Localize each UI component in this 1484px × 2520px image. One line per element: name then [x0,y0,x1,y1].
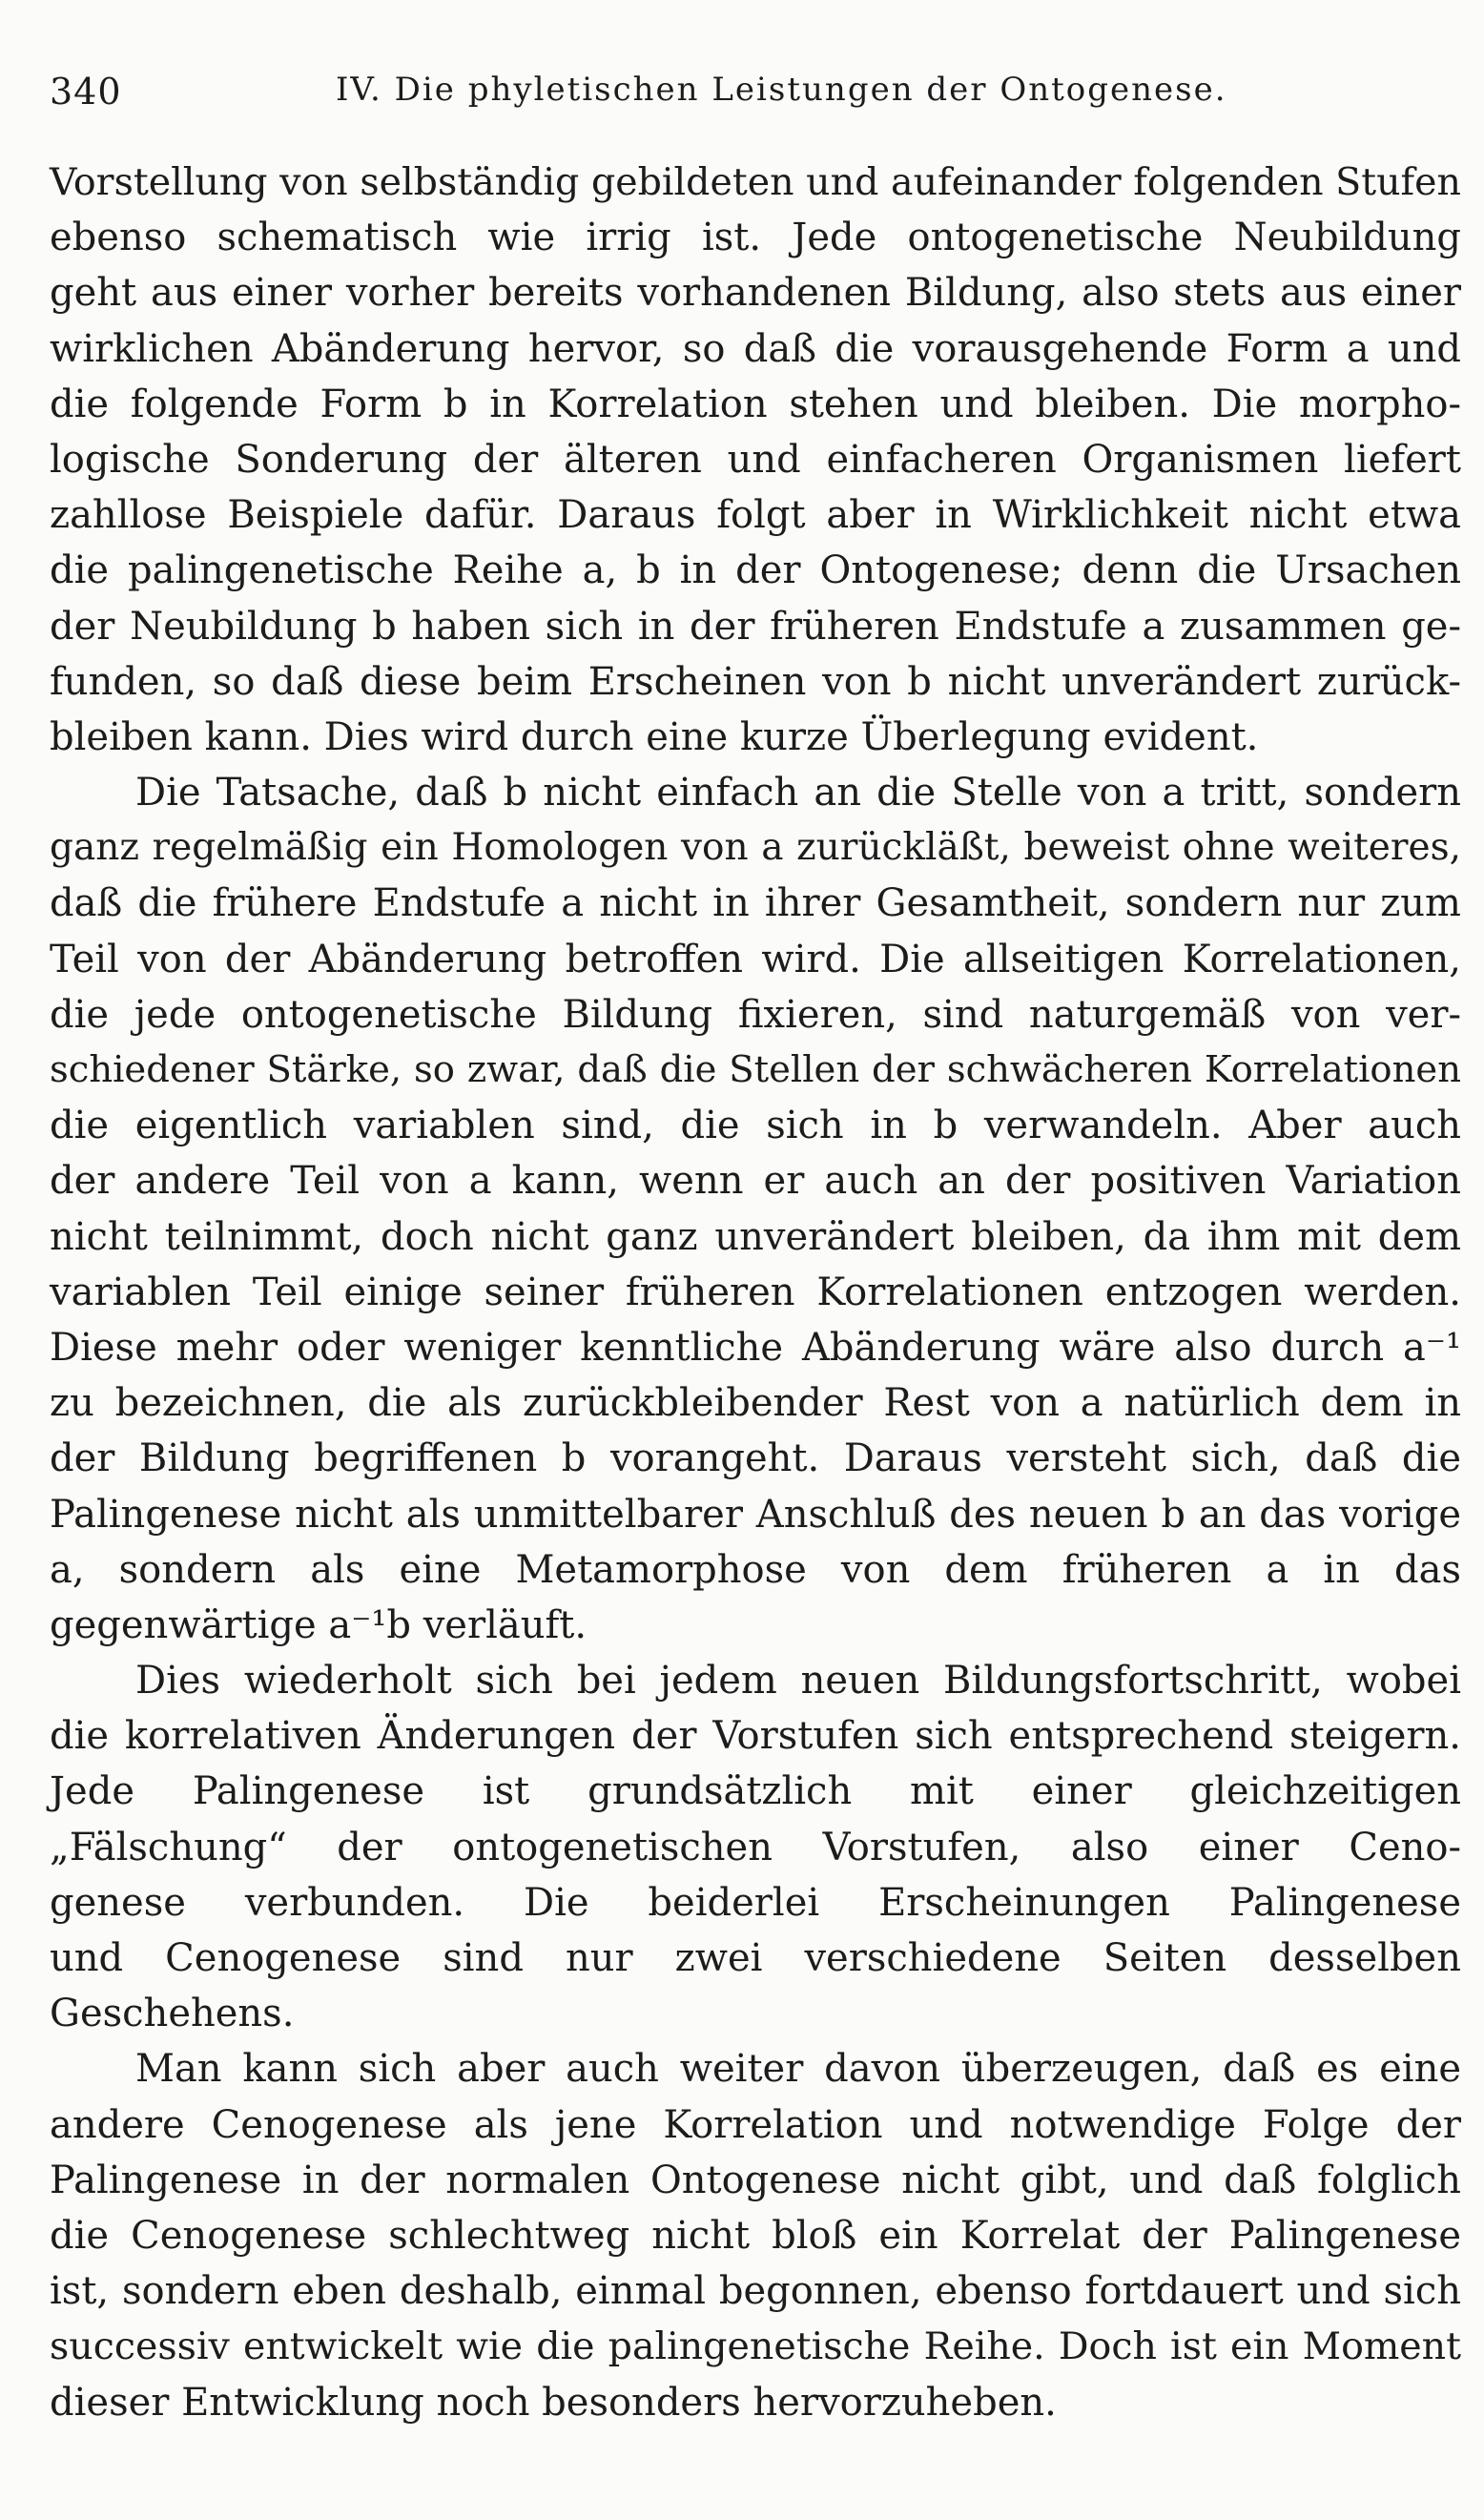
text-line: gegenwärtige a⁻¹b verläuft. [50,1602,587,1647]
text-line: Palingenese nicht als unmittelbarer Anschluß des neuen b an das vorige [50,1492,1461,1537]
page-header [50,71,1461,128]
paragraph [50,2041,1461,2429]
text-line: nicht teilnimmt, doch nicht ganz unverändert bleiben, da ihm mit dem [50,1214,1461,1259]
text-line: successiv entwickelt wie die palingenetische Reihe. Doch ist ein Moment [50,2324,1461,2369]
text-line: die korrelativen Änderungen der Vorstufen sich entsprechend steigern. [50,1714,1461,1759]
text-line: variablen Teil einige seiner früheren Korrelationen entzogen werden. [50,1270,1461,1314]
paragraph [50,1653,1461,2041]
text-line: genese verbunden. Die beiderlei Erscheinungen Palingenese [50,1880,1461,1925]
paragraph [50,155,1461,765]
running-head: IV. Die phyletischen Leistungen der Ontogenese. [336,71,1227,109]
text-line: die palingenetische Reihe a, b in der Ontogenese; denn die Ursachen [50,548,1461,593]
text-line: funden, so daß diese beim Erscheinen von b nicht unverändert zurück- [50,659,1461,704]
text-line: ebenso schematisch wie irrig ist. Jede ontogenetische Neubildung [50,216,1461,260]
text-line: der andere Teil von a kann, wenn er auch an der positiven Variation [50,1159,1461,1204]
text-line: zahllose Beispiele dafür. Daraus folgt aber in Wirklichkeit nicht etwa [50,493,1461,538]
text-line: die eigentlich variablen sind, die sich in b verwandeln. Aber auch [50,1104,1461,1148]
text-line: Vorstellung von selbständig gebildeten und aufeinander folgenden Stufen [50,160,1461,204]
text-line: wirklichen Abänderung hervor, so daß die vorausgehende Form a und [50,326,1461,371]
text-line: ganz regelmäßig ein Homologen von a zurückläßt, beweist ohne weiteres, [50,826,1461,870]
text-line: zu bezeichnen, die als zurückbleibender Rest von a natürlich dem in [50,1381,1461,1426]
body-text [50,155,1461,2430]
text-line: die jede ontogenetische Bildung fixieren, sind naturgemäß von ver- [50,992,1461,1037]
text-line: Diese mehr oder weniger kenntliche Abänderung wäre also durch a⁻¹ [50,1325,1461,1370]
text-line: logische Sonderung der älteren und einfacheren Organismen liefert [50,437,1461,482]
text-line: andere Cenogenese als jene Korrelation und notwendige Folge der [50,2102,1461,2147]
text-line: Die Tatsache, daß b nicht einfach an die Stelle von a tritt, sondern [135,771,1461,816]
text-line: Palingenese in der normalen Ontogenese nicht gibt, und daß folglich [50,2158,1461,2202]
text-line: Dies wiederholt sich bei jedem neuen Bildungsfortschritt, wobei [135,1659,1461,1704]
text-line: bleiben kann. Dies wird durch eine kurze Überlegung evident. [50,714,1259,759]
text-line: schiedener Stärke, so zwar, daß die Stellen der schwächeren Korrelationen [50,1048,1461,1091]
paragraph [50,765,1461,1653]
text-line: Man kann sich aber auch weiter davon überzeugen, daß es eine [135,2047,1461,2092]
text-line: und Cenogenese sind nur zwei verschiedene Seiten desselben [50,1936,1461,1980]
text-line: der Neubildung b haben sich in der früheren Endstufe a zusammen ge- [50,604,1461,649]
text-line: Jede Palingenese ist grundsätzlich mit einer gleichzeitigen [50,1769,1461,1814]
text-line: daß die frühere Endstufe a nicht in ihrer Gesamtheit, sondern nur zum [50,881,1461,926]
text-line: dieser Entwicklung noch besonders hervorzuheben. [50,2380,1057,2425]
text-line: geht aus einer vorher bereits vorhandenen Bildung, also stets aus einer [50,271,1461,316]
text-line: a, sondern als eine Metamorphose von dem früheren a in das [50,1547,1461,1592]
text-line: die Cenogenese schlechtweg nicht bloß ein Korrelat der Palingenese [50,2213,1461,2258]
text-line: „Fälschung“ der ontogenetischen Vorstufen, also einer Ceno- [50,1825,1461,1869]
text-line: Geschehens. [50,1992,295,2036]
text-line: Teil von der Abänderung betroffen wird. Die allseitigen Korrelationen, [50,937,1461,981]
text-line: die folgende Form b in Korrelation stehen und bleiben. Die morpho- [50,382,1461,426]
text-line: der Bildung begriffenen b vorangeht. Daraus versteht sich, daß die [50,1436,1461,1481]
text-line: ist, sondern eben deshalb, einmal begonnen, ebenso fortdauert und sich [50,2269,1461,2314]
page-number: 340 [50,71,122,113]
